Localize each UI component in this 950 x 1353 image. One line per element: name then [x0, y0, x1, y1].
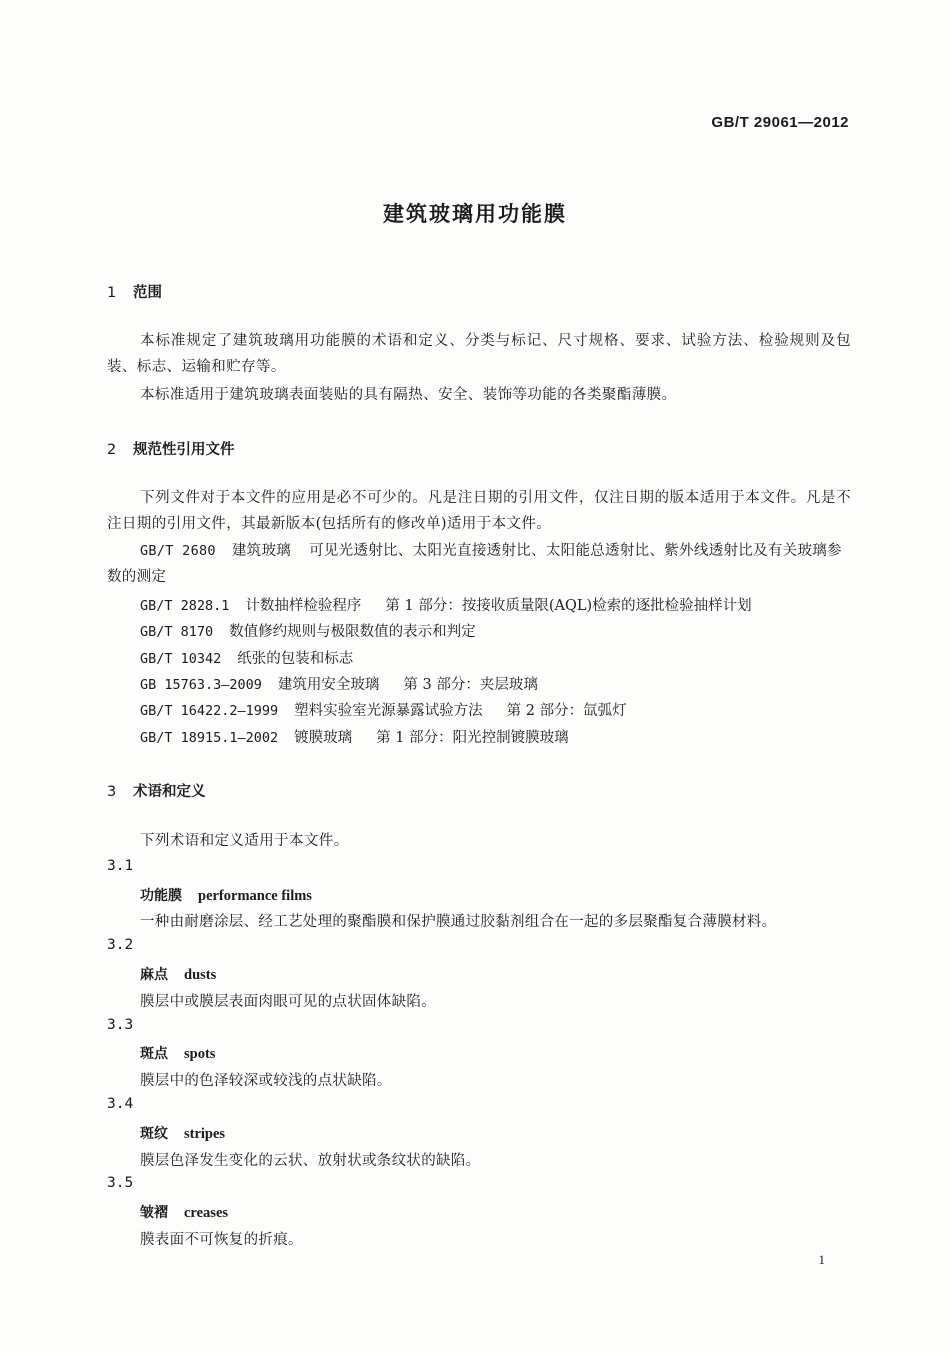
section-title: 术语和定义: [133, 784, 206, 800]
reference-part: 第 1 部分：阳光控制镀膜玻璃: [376, 730, 569, 746]
reference-title: 塑料实验室光源暴露试验方法: [294, 703, 483, 719]
term-name: [140, 1123, 225, 1143]
term-name-zh: 斑点: [140, 1046, 168, 1062]
reference-title: 数值修约规则与极限数值的表示和判定: [229, 624, 476, 640]
term-definition: 膜层色泽发生变化的云状、放射状或条纹状的缺陷。: [140, 1153, 481, 1169]
reference-part: 第 1 部分：按接收质量限(AQL)检索的逐批检验抽样计划: [385, 598, 752, 614]
term-name-zh: 皱褶: [140, 1205, 168, 1221]
reference-item: [140, 699, 627, 720]
term-name-zh: 麻点: [140, 967, 168, 983]
reference-code: GB 15763.3—2009: [140, 677, 262, 693]
reference-item: [140, 594, 752, 615]
term-number: 3.3: [107, 1017, 134, 1033]
section-3-intro: 下列术语和定义适用于本文件。: [140, 833, 349, 849]
term-name: [140, 964, 216, 984]
reference-title: 纸张的包装和标志: [237, 651, 354, 667]
term-name: [140, 1043, 215, 1063]
section-number: 2: [107, 442, 117, 458]
term-name-en: dusts: [184, 967, 217, 983]
document-title: 建筑玻璃用功能膜: [383, 202, 567, 226]
term-definition: 膜层中或膜层表面肉眼可见的点状固体缺陷。: [140, 994, 436, 1010]
section-1-heading: [107, 281, 162, 302]
term-definition: 膜表面不可恢复的折痕。: [140, 1232, 303, 1248]
section-title: 规范性引用文件: [133, 442, 235, 458]
term-name-en: stripes: [184, 1126, 226, 1142]
reference-code: GB/T 10342: [140, 651, 222, 667]
reference-code: GB/T 2680: [140, 543, 216, 559]
section-title: 范围: [133, 285, 162, 301]
section-1-paragraph-1: 本标准规定了建筑玻璃用功能膜的术语和定义、分类与标记、尺寸规格、要求、试验方法、检验规则及包装、标志、运输和贮存等。: [107, 333, 851, 375]
reference-title: 计数抽样检验程序: [245, 598, 362, 614]
reference-subtitle: 可见光透射比、太阳光直接透射比、太阳能总透射比、紫外线透射比及有关玻璃参数的测定: [107, 543, 842, 585]
term-name-en: creases: [184, 1205, 229, 1221]
term-name: [140, 1202, 228, 1222]
term-name-zh: 功能膜: [140, 888, 182, 904]
reference-item: [140, 726, 569, 747]
reference-item: [107, 538, 851, 590]
term-name-en: performance films: [198, 888, 312, 904]
page-number: 1: [818, 1252, 825, 1267]
term-name: [140, 885, 312, 905]
term-number: 3.1: [107, 858, 134, 874]
term-definition: 一种由耐磨涂层、经工艺处理的聚酯膜和保护膜通过胶黏剂组合在一起的多层聚酯复合薄膜材料。: [140, 914, 777, 930]
reference-title: 镀膜玻璃: [294, 730, 353, 746]
term-number: 3.4: [107, 1096, 134, 1112]
term-name-en: spots: [184, 1046, 216, 1062]
section-number: 3: [107, 784, 117, 800]
reference-title: 建筑用安全玻璃: [277, 677, 380, 693]
section-number: 1: [107, 285, 117, 301]
reference-code: GB/T 18915.1—2002: [140, 730, 279, 746]
section-2-heading: [107, 438, 235, 459]
term-definition: 膜层中的色泽较深或较浅的点状缺陷。: [140, 1073, 392, 1089]
section-3-heading: [107, 780, 206, 801]
reference-item: [140, 673, 538, 694]
reference-part: 第 2 部分：氙弧灯: [506, 703, 627, 719]
standard-number: GB/T 29061—2012: [711, 114, 849, 131]
term-name-zh: 斑纹: [140, 1126, 168, 1142]
reference-code: GB/T 16422.2—1999: [140, 703, 279, 719]
reference-title: 建筑玻璃: [231, 543, 292, 559]
reference-part: 第 3 部分：夹层玻璃: [403, 677, 538, 693]
term-number: 3.5: [107, 1175, 134, 1191]
reference-code: GB/T 8170: [140, 624, 214, 640]
reference-item: [140, 620, 476, 641]
term-number: 3.2: [107, 937, 134, 953]
section-2-intro: 下列文件对于本文件的应用是必不可少的。凡是注日期的引用文件，仅注日期的版本适用于本文件。凡是不注日期的引用文件，其最新版本(包括所有的修改单)适用于本文件。: [107, 490, 851, 532]
section-1-paragraph-2: 本标准适用于建筑玻璃表面装贴的具有隔热、安全、装饰等功能的各类聚酯薄膜。: [140, 387, 677, 403]
reference-item: [140, 647, 353, 668]
reference-code: GB/T 2828.1: [140, 598, 230, 614]
